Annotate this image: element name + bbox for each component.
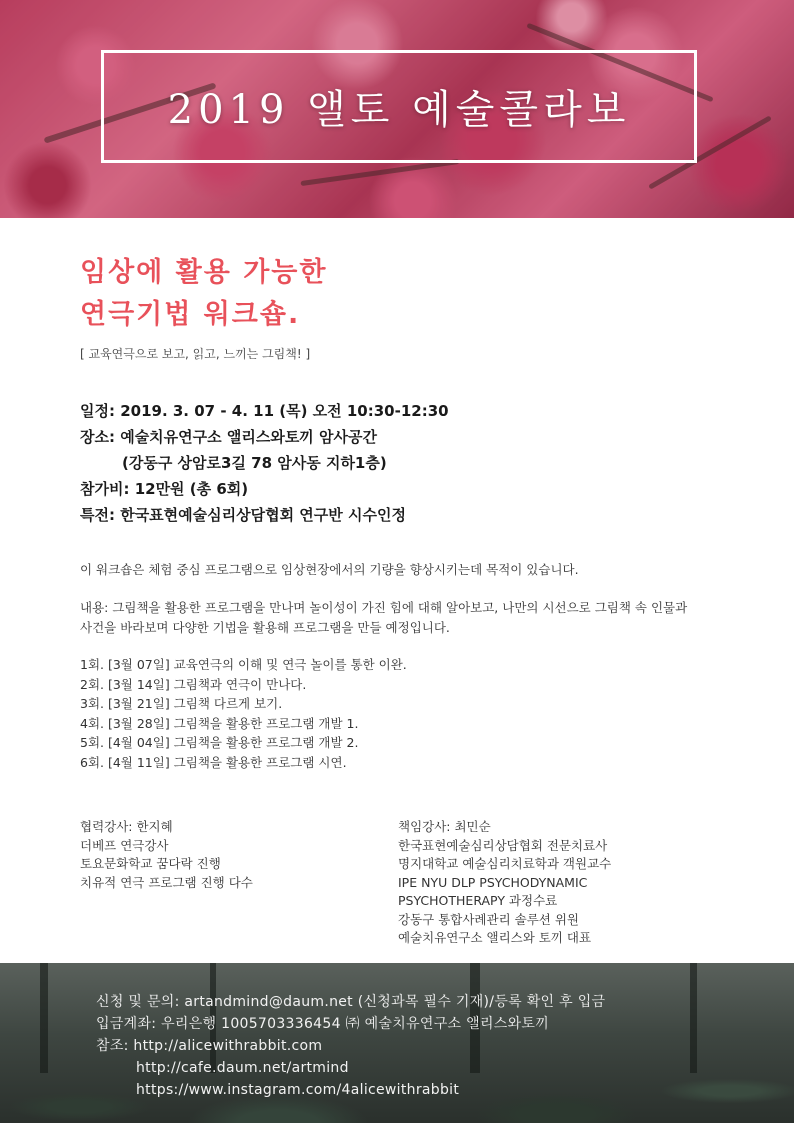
list-item: 강동구 통합사례관리 솔루션 위원 — [398, 911, 579, 927]
list-item: 4회. [3월 28일] 그림책을 활용한 프로그램 개발 1. — [80, 715, 359, 731]
footer-banner — [0, 963, 794, 1123]
list-item: 명지대학교 예술심리치료학과 객원교수 — [398, 856, 612, 871]
list-item: 6회. [4월 11일] 그림책을 활용한 프로그램 시연. — [80, 754, 347, 770]
list-item: 예술치유연구소 앨리스와 토끼 대표 — [398, 930, 592, 945]
list-item: 2회. [3월 14일] 그림책과 연극이 만나다. — [80, 676, 307, 692]
list-item: 토요문화학교 꿈다락 진행 — [80, 856, 221, 871]
header-banner — [0, 0, 794, 218]
list-item: 1회. [3월 07일] 교육연극의 이해 및 연극 놀이를 통한 이완. — [80, 657, 407, 672]
list-item: 협력강사: 한지혜 — [80, 819, 173, 834]
title-frame — [101, 50, 697, 163]
workshop-info — [80, 398, 449, 528]
contact-info — [96, 991, 605, 1101]
contact-line: 신청 및 문의: artandmind@daum.net (신청과목 필수 기재)/등록 확인 후 입금 — [96, 994, 606, 1010]
headline-line-2: 연극기법 워크숍. — [80, 299, 301, 330]
list-item: 5회. [4월 04일] 그림책을 활용한 프로그램 개발 2. — [80, 735, 359, 750]
instagram-link[interactable]: https://www.instagram.com/4alicewithrabbit — [136, 1082, 460, 1098]
schedule: 일정: 2019. 3. 07 - 4. 11 (목) 오전 10:30-12:30 — [80, 402, 449, 420]
content-text: 내용: 그림책을 활용한 프로그램을 만나며 놀이성이 가진 힘에 대해 알아보고, 나만의 시선으로 그림책 속 인물과 사건을 바라보며 다양한 기법을 활용해 프로그램을 만들 예정입니다. — [80, 600, 688, 635]
assistant-instructor — [80, 818, 253, 892]
intro-text: 이 워크숍은 체험 중심 프로그램으로 임상현장에서의 기량을 향상시키는데 목적이 있습니다. — [80, 562, 579, 577]
list-item: 3회. [3월 21일] 그림책 다르게 보기. — [80, 696, 283, 711]
cafe-link[interactable]: http://cafe.daum.net/artmind — [136, 1060, 349, 1076]
list-item: 더베프 연극강사 — [80, 837, 169, 853]
lead-instructor — [398, 818, 611, 948]
account-line: 입금계좌: 우리은행 1005703336454 ㈜ 예술치유연구소 앨리스와토끼 — [96, 1016, 550, 1032]
subtitle: [ 교육연극으로 보고, 읽고, 느끼는 그림책! ] — [80, 347, 311, 361]
list-item: 한국표현예술심리상담협회 전문치료사 — [398, 837, 608, 853]
list-item: 치유적 연극 프로그램 진행 다수 — [80, 874, 253, 890]
address: (강동구 상암로3길 78 암사동 지하1층) — [122, 454, 387, 472]
benefit: 특전: 한국표현예술심리상담협회 연구반 시수인정 — [80, 506, 406, 524]
workshop-headline — [80, 252, 327, 336]
session-list — [80, 655, 407, 772]
page-title: 2019 앨토 예술콜라보 — [167, 87, 631, 133]
headline-line-1: 임상에 활용 가능한 — [80, 257, 328, 288]
list-item: IPE NYU DLP PSYCHODYNAMIC — [398, 874, 588, 890]
place: 장소: 예술치유연구소 앨리스와토끼 암사공간 — [80, 428, 377, 446]
list-item: PSYCHOTHERAPY 과정수료 — [398, 893, 558, 908]
list-item: 책임강사: 최민순 — [398, 819, 491, 834]
reference-link[interactable]: 참조: http://alicewithrabbit.com — [96, 1038, 323, 1054]
fee: 참가비: 12만원 (총 6회) — [80, 480, 249, 498]
